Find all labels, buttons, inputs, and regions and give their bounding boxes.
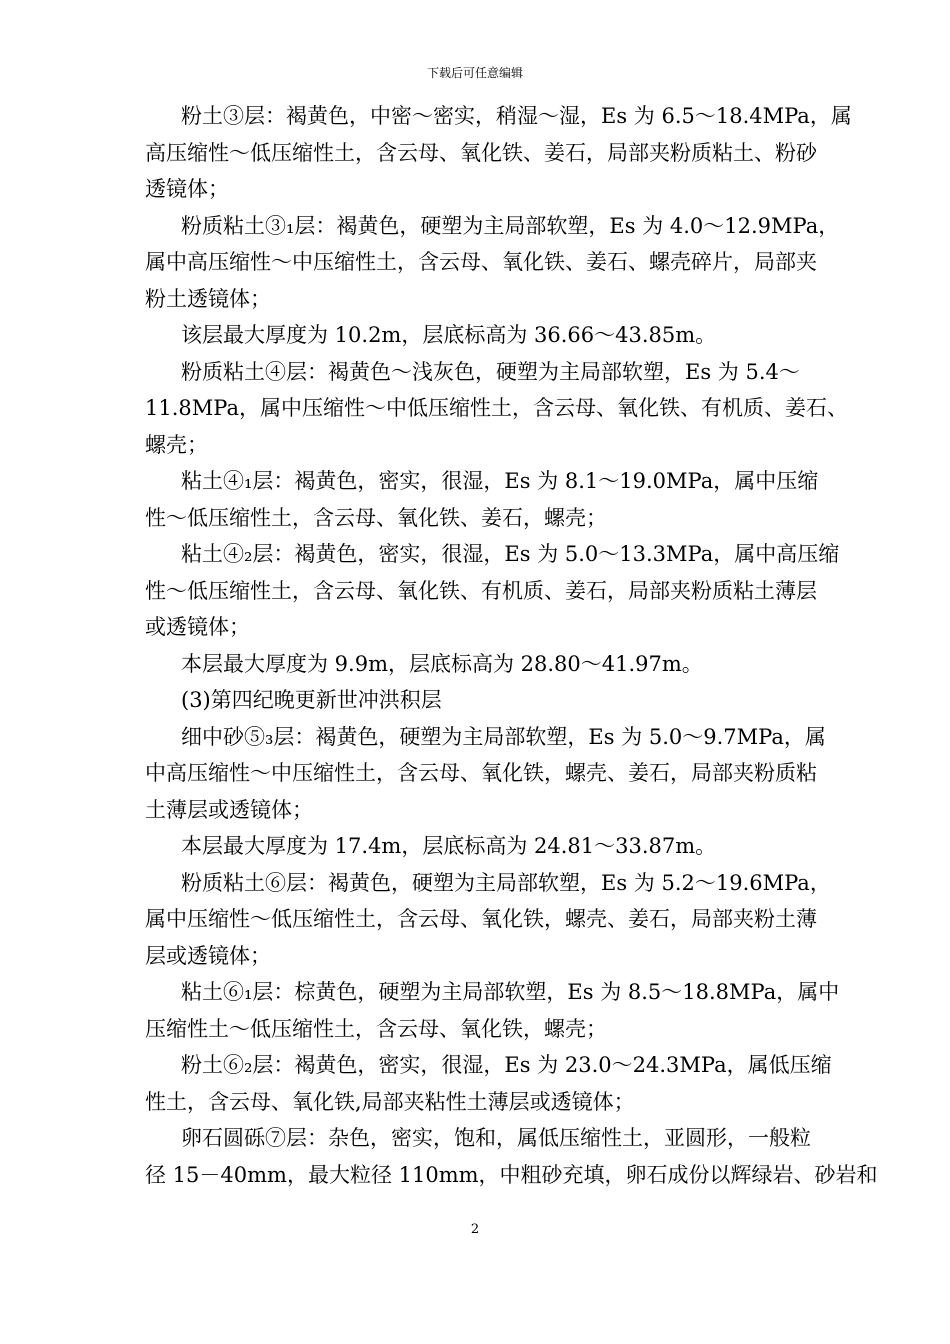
- paragraph-line: 粉质粘土③₁层：褐黄色，硬塑为主局部软塑，Es 为 4.0～12.9MPa，: [181, 213, 840, 238]
- paragraph-line: 中高压缩性～中压缩性土，含云母、氧化铁，螺壳、姜石，局部夹粉质粘: [145, 761, 817, 785]
- paragraph-line: 透镜体；: [145, 177, 229, 201]
- paragraph-line: 高压缩性～低压缩性土，含云母、氧化铁、姜石，局部夹粉质粘土、粉砂: [145, 140, 817, 165]
- paragraph-line: 粘土④₂层：褐黄色，密实，很湿，Es 为 5.0～13.3MPa，属中高压缩: [181, 542, 840, 566]
- paragraph-line: 本层最大厚度为 9.9m，层底标高为 28.80～41.97m。: [181, 651, 703, 676]
- paragraph: [145, 828, 865, 865]
- paragraph: [145, 719, 865, 829]
- page-header: 下载后可任意编辑: [426, 66, 523, 80]
- paragraph-line: 粉土⑥₂层：褐黄色，密实，很湿，Es 为 23.0～24.3MPa，属低压缩: [181, 1053, 832, 1077]
- paragraph: [145, 646, 865, 683]
- paragraph-line: 粘土④₁层：褐黄色，密实，很湿，Es 为 8.1～19.0MPa，属中压缩: [181, 469, 819, 493]
- paragraph: [145, 974, 865, 1047]
- paragraph: [145, 536, 865, 646]
- paragraph: [145, 865, 865, 975]
- paragraph-line: 压缩性土～低压缩性土，含云母、氧化铁，螺壳；: [145, 1016, 607, 1041]
- page-number: 2: [470, 1222, 480, 1237]
- paragraph-line: 粉土③层：褐黄色，中密～密实，稍湿～湿，Es 为 6.5～18.4MPa，属: [181, 104, 852, 128]
- paragraph-line: 属中高压缩性～中压缩性土，含云母、氧化铁、姜石、螺壳碎片，局部夹: [145, 250, 817, 274]
- paragraph: [145, 317, 865, 354]
- paragraph: [145, 682, 865, 719]
- paragraph: [145, 98, 865, 208]
- paragraph-line: 11.8MPa，属中压缩性～中低压缩性土，含云母、氧化铁、有机质、姜石、: [145, 396, 848, 420]
- paragraph-line: 属中压缩性～低压缩性土，含云母、氧化铁，螺壳、姜石，局部夹粉土薄: [145, 907, 817, 931]
- paragraph-line: 层或透镜体；: [145, 943, 271, 968]
- paragraph-line: 粘土⑥₁层：棕黄色，硬塑为主局部软塑，Es 为 8.5～18.8MPa，属中: [181, 980, 840, 1004]
- paragraph-line: 细中砂⑤₃层：褐黄色，硬塑为主局部软塑，Es 为 5.0～9.7MPa，属: [181, 724, 826, 749]
- paragraph-line: 性～低压缩性土，含云母、氧化铁、姜石，螺壳；: [145, 505, 607, 530]
- paragraph-line: 粉土透镜体；: [145, 286, 271, 311]
- paragraph-line: 性土，含云母、氧化铁,局部夹粘性土薄层或透镜体；: [145, 1089, 635, 1114]
- paragraph: [145, 354, 865, 464]
- paragraph-line: 粉质粘土⑥层：褐黄色，硬塑为主局部软塑，Es 为 5.2～19.6MPa，: [181, 870, 831, 895]
- paragraph-line: 本层最大厚度为 17.4m，层底标高为 24.81～33.87m。: [181, 834, 717, 858]
- paragraph-line: 土薄层或透镜体；: [145, 797, 313, 822]
- paragraph: [145, 1120, 878, 1193]
- paragraph-line: 性～低压缩性土，含云母、氧化铁、有机质、姜石，局部夹粉质粘土薄层: [145, 578, 817, 603]
- paragraph-line: 该层最大厚度为 10.2m，层底标高为 36.66～43.85m。: [181, 323, 717, 347]
- paragraph: [145, 463, 865, 536]
- paragraph-line: 螺壳；: [145, 432, 208, 457]
- paragraph: [145, 1047, 865, 1120]
- paragraph-line: 卵石圆砾⑦层：杂色，密实，饱和，属低压缩性土，亚圆形，一般粒: [181, 1126, 811, 1150]
- paragraph-line: 粉质粘土④层：褐黄色～浅灰色，硬塑为主局部软塑，Es 为 5.4～: [181, 359, 800, 384]
- paragraph: [145, 208, 865, 318]
- paragraph-line: 或透镜体；: [145, 615, 250, 639]
- document-body: [145, 98, 878, 1193]
- paragraph-line: (3)第四纪晚更新世冲洪积层: [181, 688, 442, 712]
- paragraph-line: 径 15－40mm，最大粒径 110mm，中粗砂充填，卵石成份以辉绿岩、砂岩和: [145, 1162, 878, 1187]
